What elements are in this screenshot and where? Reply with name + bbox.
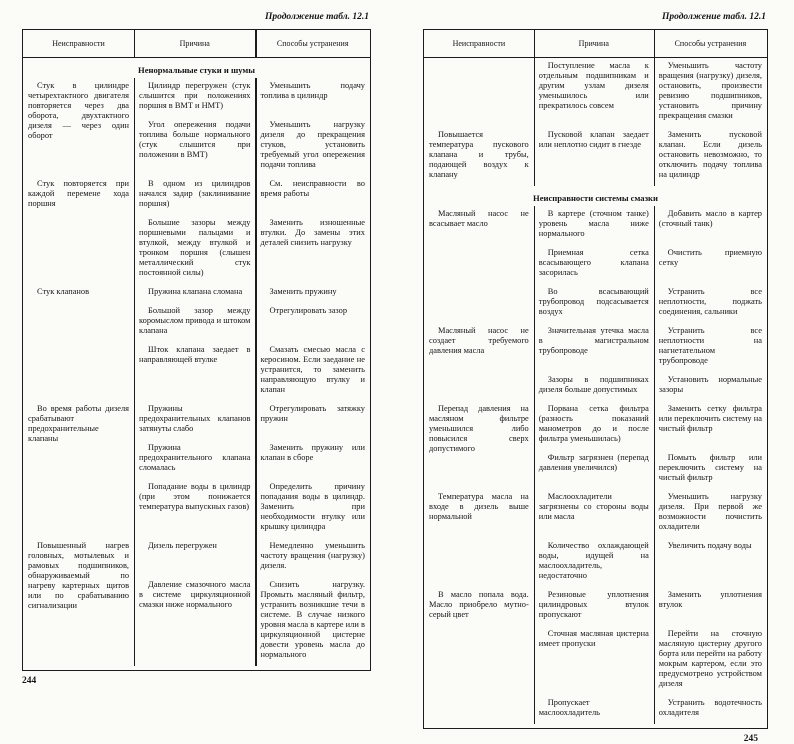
column-divider — [255, 176, 256, 284]
cause-text: В одном из цилиндров начался задир (заклинивание поршня) — [139, 179, 251, 208]
column-divider — [534, 401, 535, 489]
fault-cell — [424, 206, 534, 323]
remedy-text: Заменить изношенные втулки. До замены этих деталей снизить нагрузку — [260, 218, 365, 247]
cause-text: Порвана сетка фильтра (разность показаний манометров до и после фильтра уменьшилась) — [538, 404, 649, 443]
cause-cell — [534, 538, 654, 587]
fault-text: Стук клапанов — [37, 287, 90, 296]
table-row — [424, 206, 767, 323]
remedy-text: Уменьшить нагрузку дизеля. При первой же возможности почистить охладители — [658, 492, 762, 531]
fault-cell — [424, 401, 534, 489]
cause-text: Пружина предохранительного клапана сломалась — [139, 443, 251, 472]
remedy-text: Определить причину попадания воды в цилиндр. Заменить при необходимости втулку или крышку цилиндра — [260, 482, 365, 531]
column-divider — [654, 401, 655, 489]
cause-cell — [534, 401, 654, 450]
section-heading: Неисправности системы смазки — [533, 193, 658, 203]
cause-text: Пружина клапана сломана — [148, 287, 243, 296]
column-header-faults: Неисправности — [52, 39, 105, 48]
column-divider — [534, 489, 535, 587]
cause-text: Угол опережения подачи топлива больше нормального (стук слышится при положении в ВМТ) — [139, 120, 251, 159]
cause-text: Пропускает маслоохладитель — [538, 698, 600, 717]
cause-text: Маслоохладители загрязнены со стороны воды или масла — [538, 492, 649, 521]
column-divider — [534, 58, 535, 127]
book-page-245 — [423, 10, 768, 744]
cause-text: Цилиндр перегружен (стук слышится при положениях поршня в ВМТ и НМТ) — [139, 81, 251, 110]
column-divider — [654, 127, 655, 186]
table-row — [23, 538, 370, 666]
table-row — [424, 58, 767, 127]
cause-cell — [134, 440, 255, 479]
remedy-cell — [654, 450, 767, 489]
cause-text: В картере (сточном танке) уровень масла ниже нормального — [538, 209, 649, 238]
remedy-cell — [654, 587, 767, 626]
cause-cell — [534, 284, 654, 323]
column-divider — [134, 176, 135, 284]
column-divider — [255, 401, 256, 538]
table-continuation-caption: Продолжение табл. 12.1 — [264, 12, 369, 22]
page-number: 245 — [743, 734, 758, 744]
cause-text: Большой зазор между коромыслом привода и штоком клапана — [139, 306, 251, 335]
cause-cell — [534, 587, 654, 626]
remedy-cell — [654, 206, 767, 245]
fault-cell — [23, 284, 134, 401]
fault-cell — [23, 538, 134, 666]
table-row — [424, 323, 767, 401]
remedy-text: Устранить все неплотности, поджать соединения, сальники — [658, 287, 762, 316]
column-divider — [534, 30, 535, 57]
fault-cell — [424, 587, 534, 724]
column-divider — [654, 58, 655, 127]
book-page-244 — [22, 10, 371, 686]
cause-cell — [134, 78, 255, 117]
fault-text: Масляный насос не всасывает масло — [429, 209, 529, 228]
remedy-text: Заменить уплотнения втулок — [658, 590, 762, 609]
fault-text: Перепад давления на масляном фильтре уменьшился либо повысился сверх допустимого — [429, 404, 529, 453]
fault-text: Во время работы дизеля срабатывают предохранительные клапаны — [28, 404, 130, 443]
fault-cell — [23, 78, 134, 176]
remedy-text: Установить нормальные зазоры — [658, 375, 762, 394]
remedy-text: Снизить нагрузку. Промыть масляный фильтр, устранить возникшие течи в системе. В случае низкого уровня масла в картере или в циркуляционной цистерне довести уровень масла до нормального — [260, 580, 365, 659]
remedy-text: Устранить все неплотности на нагнетательном трубопроводе — [658, 326, 762, 365]
remedy-text: Заменить сетку фильтра или переключить систему на чистый фильтр — [658, 404, 762, 433]
table-header-row — [424, 30, 767, 58]
cause-text: Сточная масляная цистерна имеет пропуски — [538, 629, 649, 648]
remedy-text: Добавить масло в картер (сточный танк) — [658, 209, 762, 228]
cause-cell — [534, 127, 654, 186]
cause-cell — [134, 303, 255, 342]
column-header-faults: Неисправности — [452, 39, 506, 48]
cause-cell — [534, 489, 654, 538]
column-divider — [534, 587, 535, 724]
remedy-text: Уменьшить частоту вращения (нагрузку) дизеля, остановить, произвести ревизию подшипников, установить причину прекращения смазки — [658, 61, 762, 120]
troubleshooting-table — [423, 29, 768, 729]
table-row — [23, 401, 370, 538]
column-divider — [654, 206, 655, 323]
remedy-cell — [654, 245, 767, 284]
cause-cell — [534, 626, 654, 695]
fault-text: Повышенный нагрев головных, мотылевых и рамовых подшипников, обнаруживаемый по нагреву картерных щитов или по срабатыванию сигнализации — [28, 541, 130, 610]
fault-cell — [23, 176, 134, 284]
cause-cell — [534, 58, 654, 127]
page-number: 244 — [22, 676, 37, 686]
remedy-cell — [255, 78, 370, 117]
table-header-row — [23, 30, 370, 58]
remedy-cell — [654, 401, 767, 450]
remedy-text: Очистить приемную сетку — [658, 248, 762, 267]
column-divider — [255, 284, 256, 401]
remedy-cell — [654, 538, 767, 587]
column-header-cause: Причина — [179, 39, 210, 48]
column-divider — [654, 489, 655, 587]
fault-text: Стук в цилиндре четырехтактного двигателя повторяется через два оборота, двухтактного дизеля — через один оборот — [28, 81, 130, 140]
column-divider — [134, 78, 135, 176]
cause-text: Давление смазочного масла в системе циркуляционной смазки ниже нормального — [139, 580, 251, 609]
column-header-cause: Причина — [578, 39, 609, 48]
remedy-text: Уменьшить нагрузку дизеля до прекращения стуков, установить требуемый угол опережения подачи топлива — [260, 120, 365, 169]
cause-cell — [134, 284, 255, 303]
fault-cell — [424, 489, 534, 587]
cause-cell — [134, 117, 255, 176]
cause-text: Фильтр загрязнен (перепад давления увеличился) — [538, 453, 649, 472]
column-divider — [654, 30, 655, 57]
remedy-cell — [255, 401, 370, 440]
remedy-cell — [255, 577, 370, 666]
fault-text: Повышается температура пускового клапана и трубы, подающей воздух к клапану — [429, 130, 529, 179]
table-continuation-caption: Продолжение табл. 12.1 — [661, 12, 766, 22]
column-divider — [534, 206, 535, 323]
table-row — [23, 176, 370, 284]
remedy-cell — [255, 538, 370, 577]
cause-cell — [134, 401, 255, 440]
cause-text: Во всасывающий трубопровод подсасывается воздух — [538, 287, 649, 316]
cause-cell — [134, 479, 255, 538]
remedy-cell — [255, 117, 370, 176]
cause-text: Большие зазоры между поршневыми пальцами и втулкой, между втулкой и тронком поршня (слышен металлический стук постоянной силы) — [139, 218, 251, 277]
fault-text: Стук повторяется при каждой перемене хода поршня — [28, 179, 130, 208]
remedy-cell — [255, 342, 370, 401]
cause-cell — [534, 323, 654, 372]
column-header-remedies: Способы устранения — [674, 39, 747, 48]
cause-cell — [134, 577, 255, 666]
column-header-remedies: Способы устранения — [276, 39, 349, 48]
cause-text: Пусковой клапан заедает или неплотно сидит в гнезде — [538, 130, 649, 149]
column-divider — [654, 587, 655, 724]
remedy-text: Отрегулировать затяжку пружин — [260, 404, 365, 423]
remedy-cell — [654, 323, 767, 372]
remedy-cell — [654, 695, 767, 724]
remedy-text: Заменить пусковой клапан. Если дизель остановить невозможно, то отключить подачу топлива на цилиндр — [658, 130, 762, 179]
column-divider — [134, 538, 135, 666]
remedy-cell — [654, 489, 767, 538]
remedy-text: Помыть фильтр или переключить систему на чистый фильтр — [658, 453, 762, 482]
remedy-cell — [654, 127, 767, 186]
cause-text: Количество охлаждающей воды, идущей на маслоохладитель, недостаточно — [538, 541, 649, 580]
remedy-text: Перейти на сточную масляную цистерну другого борта или перейти на работу мокрым картером, если это предусмотрено устройством дизеля — [658, 629, 762, 688]
cause-cell — [534, 450, 654, 489]
remedy-cell — [654, 626, 767, 695]
table-row — [424, 401, 767, 489]
fault-cell — [424, 58, 534, 127]
remedy-cell — [255, 440, 370, 479]
fault-cell — [23, 401, 134, 538]
fault-cell — [424, 323, 534, 401]
fault-text: Масляный насос не создает требуемого давления масла — [429, 326, 529, 355]
column-divider — [134, 30, 135, 57]
column-divider — [134, 284, 135, 401]
table-row — [23, 284, 370, 401]
cause-cell — [534, 245, 654, 284]
cause-text: Шток клапана заедает в направляющей втулке — [139, 345, 251, 364]
cause-text: Попадание воды в цилиндр (при этом понижается температура выпускных газов) — [139, 482, 251, 511]
column-divider — [255, 78, 256, 176]
cause-text: Поступление масла к отдельным подшипникам и другим узлам дизеля уменьшилось или прекратилось совсем — [538, 61, 649, 110]
table-body — [23, 58, 370, 670]
fault-text: Температура масла на входе в дизель выше нормальной — [429, 492, 529, 521]
cause-text: Дизель перегружен — [148, 541, 217, 550]
cause-text: Резиновые уплотнения цилиндровых втулок пропускают — [538, 590, 649, 619]
remedy-cell — [654, 372, 767, 401]
cause-text: Зазоры в подшипниках дизеля больше допустимых — [538, 375, 649, 394]
remedy-text: Смазать смесью масла с керосином. Если заедание не устранится, то заменить направляющую втулку и клапан — [260, 345, 365, 394]
column-divider — [534, 323, 535, 401]
fault-cell — [424, 127, 534, 186]
column-divider — [255, 538, 256, 666]
column-divider — [534, 127, 535, 186]
cause-cell — [134, 215, 255, 284]
remedy-cell — [255, 303, 370, 342]
table-row — [424, 587, 767, 724]
remedy-cell — [255, 176, 370, 215]
cause-text: Пружины предохранительных клапанов затянуты слабо — [139, 404, 251, 433]
remedy-cell — [654, 284, 767, 323]
table-row — [23, 78, 370, 176]
remedy-text: Немедленно уменьшить частоту вращения (нагрузку) дизеля. — [260, 541, 365, 570]
remedy-text: Устранить водотечность охладителя — [658, 698, 762, 717]
cause-cell — [134, 538, 255, 577]
cause-cell — [534, 695, 654, 724]
remedy-cell — [255, 284, 370, 303]
column-divider — [255, 30, 256, 57]
table-body — [424, 58, 767, 728]
remedy-text: Отрегулировать зазор — [269, 306, 348, 315]
remedy-text: Увеличить подачу воды — [667, 541, 752, 550]
remedy-text: См. неисправности во время работы — [260, 179, 365, 198]
troubleshooting-table — [22, 29, 371, 671]
table-row — [424, 127, 767, 186]
remedy-text: Заменить пружину — [269, 287, 337, 296]
cause-text: Значительная утечка масла в магистральном трубопроводе — [538, 326, 649, 355]
remedy-text: Заменить пружину или клапан в сборе — [260, 443, 365, 462]
cause-text: Приемная сетка всасывающего клапана засорилась — [538, 248, 649, 277]
fault-text: В масло попала вода. Масло приобрело мутно-серый цвет — [429, 590, 529, 619]
section-heading: Ненормальные стуки и шумы — [138, 65, 255, 75]
cause-cell — [134, 342, 255, 401]
cause-cell — [134, 176, 255, 215]
remedy-cell — [255, 479, 370, 538]
column-divider — [134, 401, 135, 538]
remedy-cell — [654, 58, 767, 127]
cause-cell — [534, 206, 654, 245]
table-row — [424, 489, 767, 587]
column-divider — [654, 323, 655, 401]
remedy-cell — [255, 215, 370, 284]
remedy-text: Уменьшить подачу топлива в цилиндр — [260, 81, 365, 100]
cause-cell — [534, 372, 654, 401]
